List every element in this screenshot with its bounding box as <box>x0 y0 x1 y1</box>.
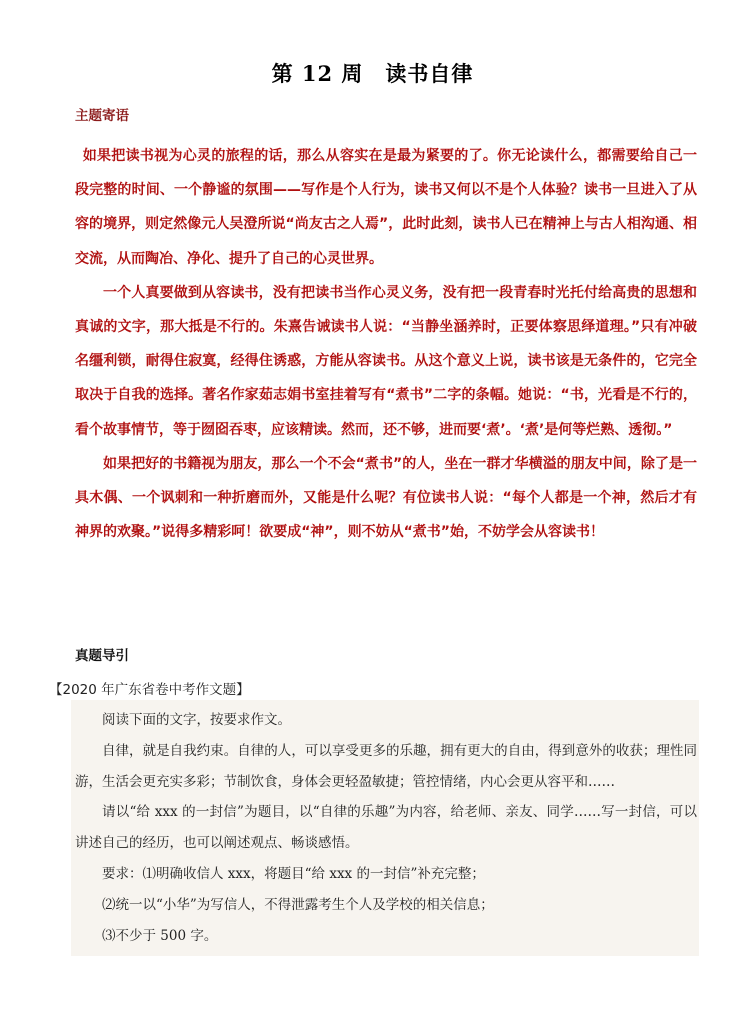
exam-text <box>75 705 697 951</box>
exam-paragraph-2: 自律，就是自我约束。自律的人，可以享受更多的乐趣，拥有更大的自由，得到意外的收获；理性同游，生活会更充实多彩；节制饮食，身体会更轻盈敏捷；管控情绪，内心会更从容平和…… <box>75 742 697 790</box>
exam-title: 【2020 年广东省卷中考作文题】 <box>49 682 250 698</box>
exam-paragraph-1: 阅读下面的文字，按要求作文。 <box>102 712 291 728</box>
page-title: 第 12 周 读书自律 <box>271 61 474 86</box>
theme-text <box>75 139 697 549</box>
theme-paragraph-3: 如果把好的书籍视为朋友，那么一个不会“煮书”的人，坐在一群才华横溢的朋友中间，除了是一具木偶、一个讽刺和一种折磨而外，又能是什么呢？有位读书人说：“每个人都是一个神，然后才有神界的欢聚。”说得多精彩呵！欲要成“神”，则不妨从“煮书”始，不妨学会从容读书！ <box>75 455 697 541</box>
theme-paragraph-2: 一个人真要做到从容读书，没有把读书当作心灵义务，没有把一段青春时光托付给高贵的思想和真诚的文字，那大抵是不行的。朱熹告诫读书人说：“当静坐涵养时，正要体察思绎道理。”只有冲破名缰利锁，耐得住寂寞，经得住诱惑，方能从容读书。从这个意义上说，读书该是无条件的，它完全取决于自我的选择。著名作家茹志娟书室挂着写有“煮书”二字的条幅。她说：“书，光看是不行的，看个故事情节，等于囫囵吞枣，应该精读。然而，还不够，进而要‘煮’。‘煮’是何等烂熟、透彻。” <box>75 284 697 438</box>
theme-heading: 主题寄语 <box>75 108 129 124</box>
exam-heading: 真题导引 <box>75 648 129 664</box>
exam-paragraph-3: 请以“给 xxx 的一封信”为题目，以“自律的乐趣”为内容，给老师、亲友、同学……写一封信，可以讲述自己的经历，也可以阐述观点、畅谈感悟。 <box>75 804 697 852</box>
exam-requirement-3: ⑶不少于 500 字。 <box>102 927 218 944</box>
exam-requirement-1: 要求：⑴明确收信人 xxx，将题目“给 xxx 的一封信”补充完整； <box>102 865 485 882</box>
theme-paragraph-1: 如果把读书视为心灵的旅程的话，那么从容实在是最为紧要的了。你无论读什么，都需要给自己一段完整的时间、一个静谧的氛围——写作是个人行为，读书又何以不是个人体验？读书一旦进入了从容的境界，则定然像元人吴澄所说“尚友古之人焉”，此时此刻，读书人已在精神上与古人相沟通、相交流，从而陶冶、净化、提升了自己的心灵世界。 <box>75 148 697 267</box>
exam-requirement-2: ⑵统一以“小华”为写信人，不得泄露考生个人及学校的相关信息； <box>102 896 494 913</box>
